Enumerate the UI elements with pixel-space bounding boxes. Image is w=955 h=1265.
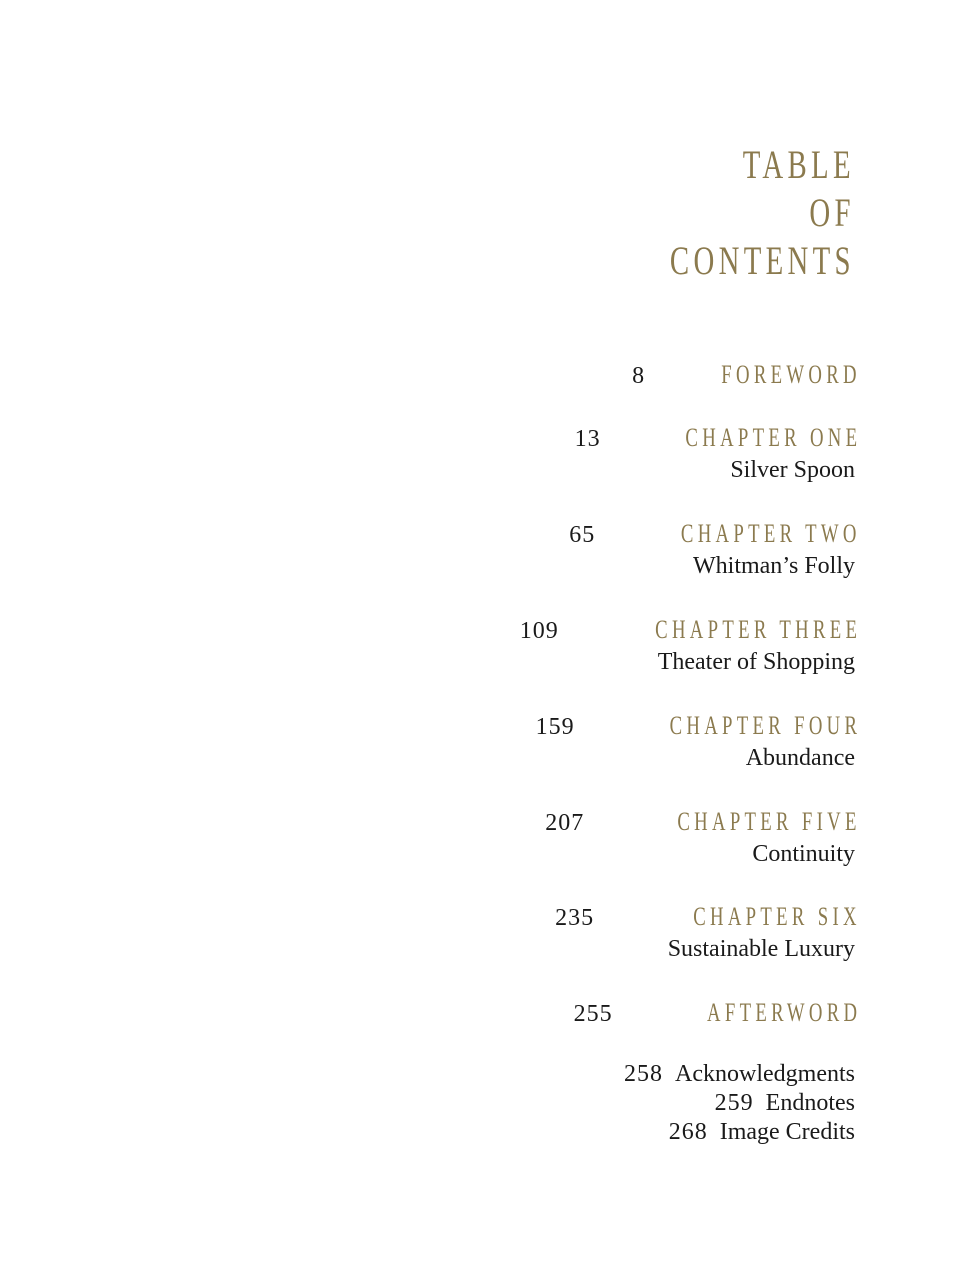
- toc-page-number: 13: [574, 426, 601, 452]
- toc-entry-chapter-four[interactable]: [535, 710, 861, 774]
- toc-entry-chapter-three[interactable]: [519, 614, 861, 678]
- toc-page-number: 268: [668, 1119, 708, 1145]
- toc-subtitle: Silver Spoon: [730, 457, 855, 483]
- toc-label: Acknowledgments: [675, 1061, 855, 1087]
- toc-heading: CHAPTER FIVE: [677, 807, 861, 836]
- toc-page-number: 109: [519, 618, 559, 644]
- toc-label: Endnotes: [765, 1090, 855, 1116]
- toc-title-line-3: CONTENTS: [670, 238, 855, 283]
- toc-page-number: 65: [569, 522, 596, 548]
- toc-title-line-2: OF: [809, 190, 855, 235]
- toc-page-number: 235: [555, 905, 595, 931]
- toc-page-number: 207: [545, 810, 585, 836]
- toc-subtitle: Sustainable Luxury: [667, 936, 855, 962]
- toc-page-number: 259: [714, 1090, 754, 1116]
- toc-subtitle: Continuity: [752, 841, 855, 867]
- toc-heading: FOREWORD: [721, 360, 861, 389]
- toc-label: Image Credits: [719, 1119, 855, 1145]
- toc-subtitle: Abundance: [745, 745, 855, 771]
- toc-page-number: 255: [573, 1001, 613, 1027]
- toc-heading: CHAPTER TWO: [681, 519, 861, 548]
- toc-entry-chapter-six[interactable]: [555, 901, 861, 965]
- toc-subtitle: Theater of Shopping: [657, 649, 855, 675]
- toc-entry-chapter-two[interactable]: [569, 518, 861, 582]
- toc-entry-afterword[interactable]: [573, 997, 861, 1029]
- toc-page-number: 258: [624, 1061, 664, 1087]
- toc-entry-endnotes[interactable]: [715, 1089, 855, 1118]
- toc-heading: CHAPTER SIX: [693, 902, 861, 931]
- toc-title-line-1: TABLE: [742, 142, 855, 187]
- toc-entry-chapter-five[interactable]: [545, 806, 861, 870]
- toc-title: [670, 141, 855, 285]
- toc-entry-acknowledgments[interactable]: [624, 1060, 855, 1089]
- toc-subtitle: Whitman’s Folly: [693, 553, 855, 579]
- toc-entry-chapter-one[interactable]: [574, 422, 861, 486]
- toc-heading: CHAPTER FOUR: [669, 711, 861, 740]
- toc-entry-image-credits[interactable]: [669, 1118, 855, 1147]
- toc-heading: AFTERWORD: [706, 998, 861, 1027]
- toc-page-number: 159: [535, 714, 575, 740]
- toc-page-number: 8: [632, 363, 646, 389]
- toc-heading: CHAPTER ONE: [685, 423, 861, 452]
- toc-entry-foreword[interactable]: [632, 359, 861, 391]
- toc-heading: CHAPTER THREE: [654, 615, 861, 644]
